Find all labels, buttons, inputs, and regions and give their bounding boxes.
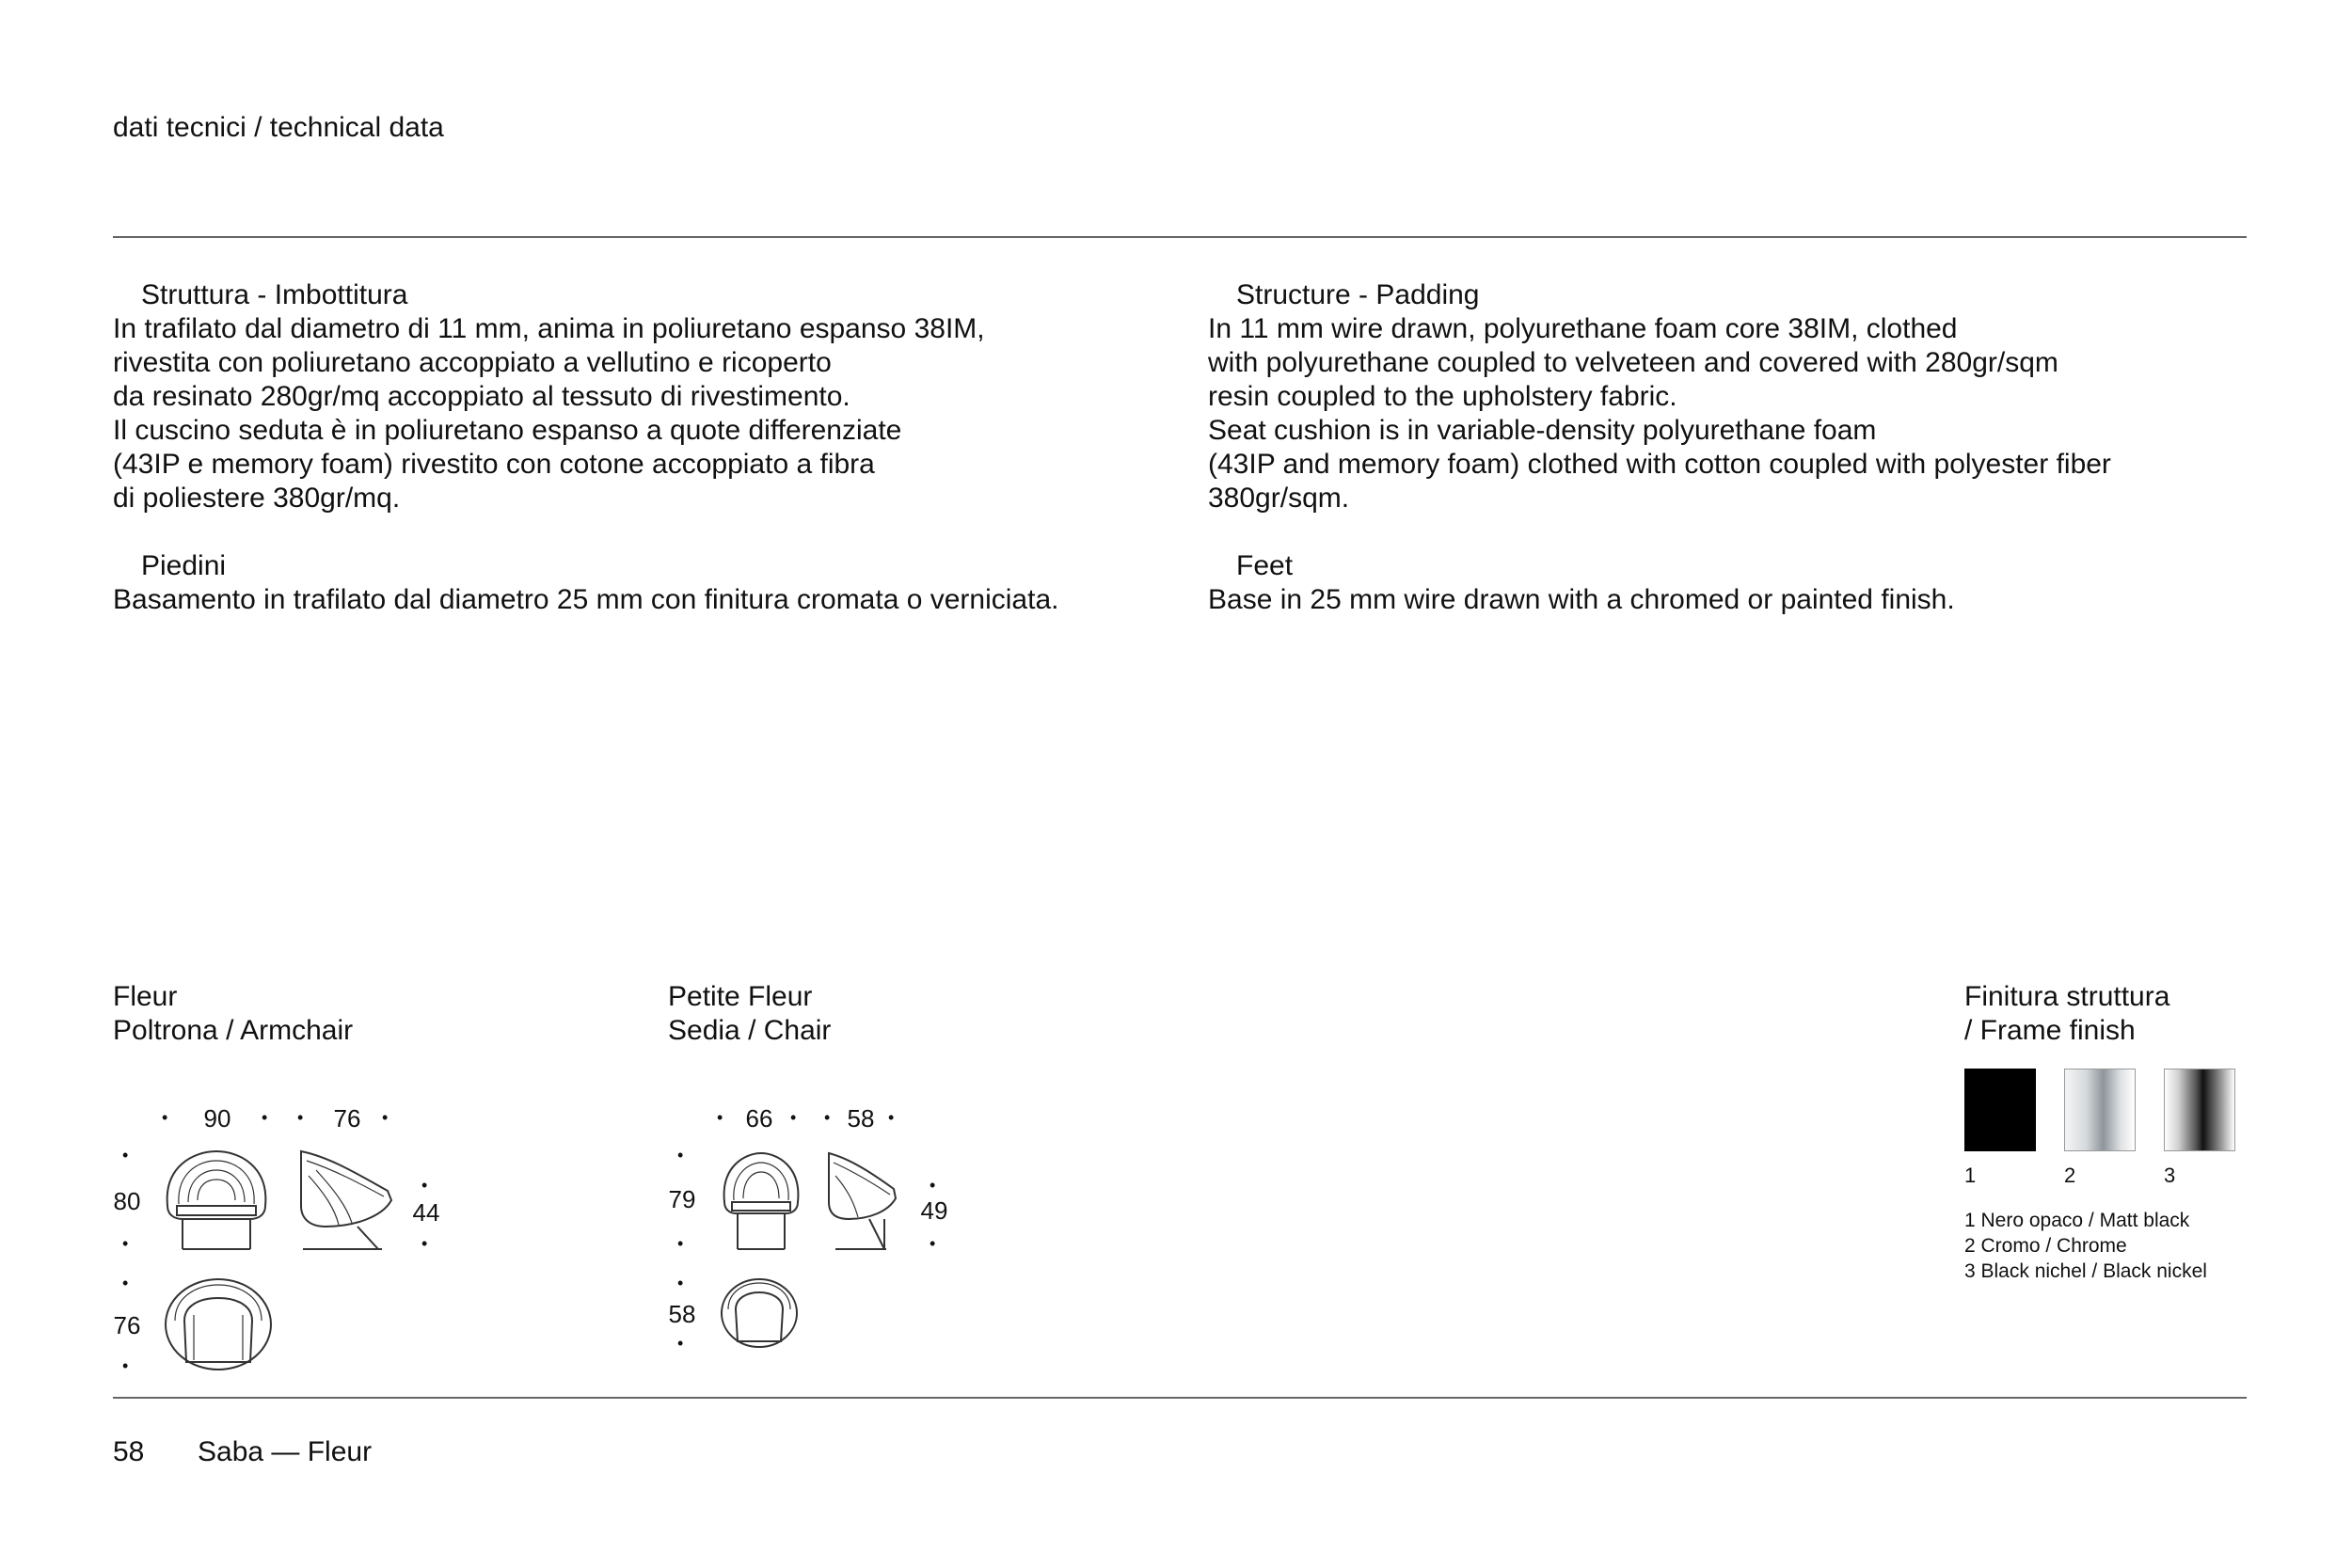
dimension-dot: • <box>122 1146 129 1164</box>
structure-line-it: Il cuscino seduta è in poliuretano espanso a quote differenziate <box>113 415 902 446</box>
feet-heading-it: Piedini <box>141 550 227 581</box>
petite-fleur-seat-height: 49 <box>920 1196 948 1225</box>
structure-line-it: (43IP e memory foam) rivestito con cotone accoppiato a fibra <box>113 449 875 480</box>
fleur-width: 90 <box>203 1104 231 1132</box>
dimension-dot: • <box>790 1108 797 1127</box>
finish-legend-item: 3 Black nichel / Black nickel <box>1964 1260 2207 1282</box>
swatch-chrome <box>2064 1069 2136 1151</box>
dimension-dot: • <box>717 1108 723 1127</box>
dimension-dot: • <box>677 1146 684 1164</box>
structure-heading-en: Structure - Padding <box>1236 279 1480 310</box>
petite-fleur-top-depth: 58 <box>668 1300 696 1328</box>
swatch-number: 2 <box>2064 1164 2076 1187</box>
dimension-dot: • <box>122 1356 129 1375</box>
dimension-dot: • <box>824 1108 831 1127</box>
dimension-dot: • <box>262 1108 268 1127</box>
dimension-dot: • <box>677 1274 684 1292</box>
petite-fleur-height: 79 <box>668 1185 696 1213</box>
fleur-side-view-drawing <box>297 1148 403 1255</box>
top-divider <box>113 236 2247 238</box>
structure-line-en: In 11 mm wire drawn, polyurethane foam core 38IM, clothed <box>1208 313 1958 344</box>
petite-fleur-type: Sedia / Chair <box>668 1015 832 1046</box>
dimension-dot: • <box>122 1234 129 1253</box>
dimension-dot: • <box>297 1108 304 1127</box>
dimension-dot: • <box>930 1176 936 1195</box>
footer-title: Saba — Fleur <box>198 1436 373 1467</box>
dimension-dot: • <box>162 1108 168 1127</box>
structure-line-en: with polyurethane coupled to velveteen and covered with 280gr/sqm <box>1208 347 2058 378</box>
petite-fleur-front-view-drawing <box>719 1149 803 1255</box>
fleur-top-depth: 76 <box>113 1311 141 1339</box>
bottom-divider <box>113 1397 2247 1399</box>
petite-fleur-side-view-drawing <box>826 1149 901 1255</box>
structure-heading-it: Struttura - Imbottitura <box>141 279 408 310</box>
petite-fleur-width: 66 <box>745 1104 773 1132</box>
finish-legend-item: 1 Nero opaco / Matt black <box>1964 1210 2190 1231</box>
fleur-name: Fleur <box>113 981 178 1012</box>
dimension-dot: • <box>930 1234 936 1253</box>
structure-line-it: In trafilato dal diametro di 11 mm, anima in poliuretano espanso 38IM, <box>113 313 985 344</box>
petite-fleur-top-view-drawing <box>719 1277 800 1349</box>
fleur-front-view-drawing <box>160 1148 273 1255</box>
dimension-dot: • <box>421 1176 428 1195</box>
feet-text-it: Basamento in trafilato dal diametro 25 mm con finitura cromata o verniciata. <box>113 584 1059 615</box>
structure-line-en: 380gr/sqm. <box>1208 483 1350 514</box>
structure-line-it: rivestita con poliuretano accoppiato a vellutino e ricoperto <box>113 347 832 378</box>
dimension-dot: • <box>421 1234 428 1253</box>
dimension-dot: • <box>382 1108 389 1127</box>
petite-fleur-name: Petite Fleur <box>668 981 813 1012</box>
dimension-dot: • <box>888 1108 895 1127</box>
section-label: dati tecnici / technical data <box>113 112 444 143</box>
fleur-seat-height: 44 <box>412 1198 440 1227</box>
structure-line-it: di poliestere 380gr/mq. <box>113 483 401 514</box>
swatch-number: 3 <box>2164 1164 2176 1187</box>
finish-legend-item: 2 Cromo / Chrome <box>1964 1235 2127 1257</box>
dimension-dot: • <box>122 1274 129 1292</box>
italian-text-column <box>113 278 1195 617</box>
structure-line-it: da resinato 280gr/mq accoppiato al tessuto di rivestimento. <box>113 381 850 412</box>
fleur-type: Poltrona / Armchair <box>113 1015 354 1046</box>
structure-line-en: Seat cushion is in variable-density polyurethane foam <box>1208 415 1877 446</box>
swatch-number: 1 <box>1964 1164 1977 1187</box>
page-number: 58 <box>113 1436 145 1467</box>
finish-title-line1: Finitura struttura <box>1964 981 2170 1012</box>
swatch-matt-black <box>1964 1069 2036 1151</box>
petite-fleur-depth: 58 <box>847 1104 875 1132</box>
english-text-column <box>1208 278 2290 617</box>
fleur-height: 80 <box>113 1187 141 1215</box>
swatch-black-nickel <box>2164 1069 2235 1151</box>
dimension-dot: • <box>677 1334 684 1353</box>
fleur-top-view-drawing <box>162 1277 275 1371</box>
finish-title-line2: / Frame finish <box>1964 1015 2136 1046</box>
dimension-dot: • <box>677 1234 684 1253</box>
fleur-depth: 76 <box>333 1104 361 1132</box>
feet-text-en: Base in 25 mm wire drawn with a chromed or painted finish. <box>1208 584 1955 615</box>
structure-line-en: (43IP and memory foam) clothed with cotton coupled with polyester fiber <box>1208 449 2111 480</box>
structure-line-en: resin coupled to the upholstery fabric. <box>1208 381 1677 412</box>
feet-heading-en: Feet <box>1236 550 1294 581</box>
